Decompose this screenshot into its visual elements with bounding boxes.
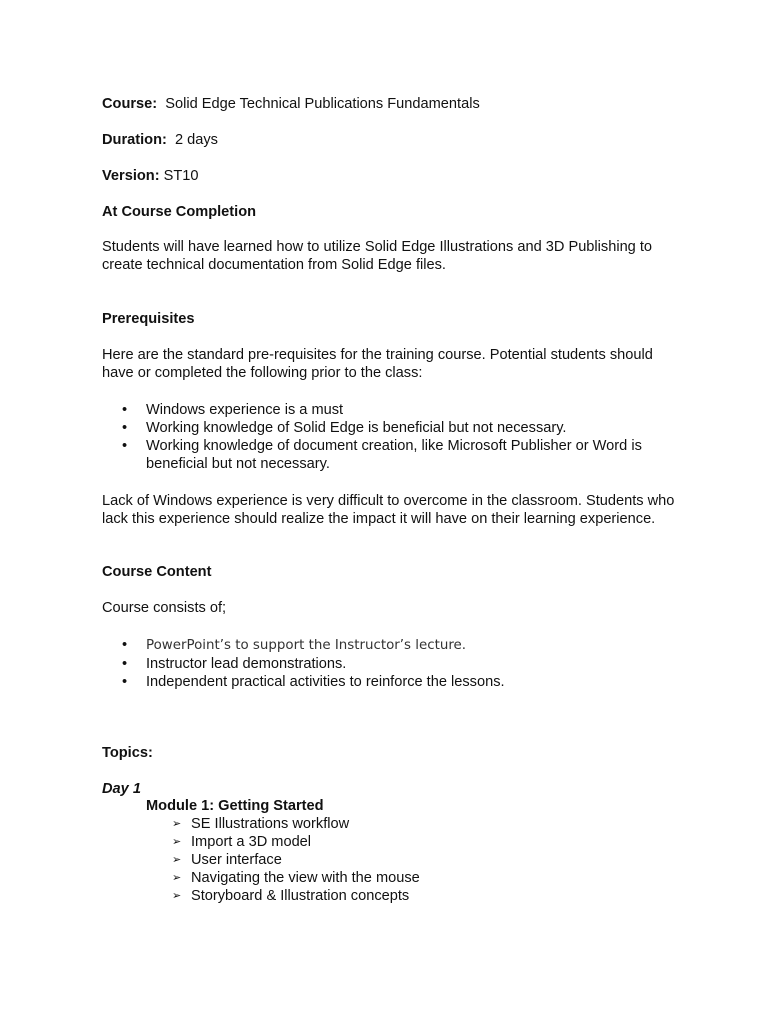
version-value: ST10 <box>163 168 199 184</box>
topics-heading: Topics: <box>102 745 153 761</box>
bullet-icon: • <box>122 438 128 454</box>
topic-text: SE Illustrations workflow <box>191 816 350 832</box>
prerequisite-text: Working knowledge of document creation, like Microsoft Publisher or Word is beneficial but not necessary. <box>146 438 642 472</box>
completion-heading: At Course Completion <box>102 204 257 220</box>
list-item <box>122 655 682 673</box>
content-text: Independent practical activities to reinforce the lessons. <box>146 674 505 690</box>
duration-value: 2 days <box>174 132 218 148</box>
course-label: Course: <box>102 96 158 112</box>
content-list <box>122 636 682 691</box>
module-title: Module 1: Getting Started <box>146 798 324 814</box>
content-text: Instructor lead demonstrations. <box>146 656 347 672</box>
bullet-icon: • <box>122 637 128 653</box>
list-item <box>122 437 682 473</box>
version-label: Version: <box>102 168 160 184</box>
content-intro: Course consists of; <box>102 600 227 616</box>
list-item <box>122 419 682 437</box>
prerequisite-text: Windows experience is a must <box>146 402 344 418</box>
list-item <box>122 673 682 691</box>
topic-text: Storyboard & Illustration concepts <box>191 888 410 904</box>
topic-text: User interface <box>191 852 282 868</box>
content-text: PowerPoint’s to support the Instructor’s lecture. <box>146 638 467 653</box>
arrow-bullet-icon: ➢ <box>172 871 182 884</box>
list-item <box>172 815 420 833</box>
arrow-bullet-icon: ➢ <box>172 817 182 830</box>
prerequisites-note: Lack of Windows experience is very difficult to overcome in the classroom. Students who lack this experience should realize the impact it will have on their learning experience. <box>102 493 675 527</box>
bullet-icon: • <box>122 656 128 672</box>
course-value: Solid Edge Technical Publications Fundamentals <box>165 96 480 112</box>
module-topic-list <box>172 815 420 905</box>
course-line <box>102 95 480 113</box>
bullet-icon: • <box>122 674 128 690</box>
arrow-bullet-icon: ➢ <box>172 853 182 866</box>
completion-text: Students will have learned how to utilize Solid Edge Illustrations and 3D Publishing to create technical documentation from Solid Edge files. <box>102 239 653 273</box>
prerequisites-intro: Here are the standard pre-requisites for the training course. Potential students should have or completed the following prior to the class: <box>102 347 653 381</box>
list-item <box>172 851 420 869</box>
version-line <box>102 167 199 185</box>
arrow-bullet-icon: ➢ <box>172 835 182 848</box>
topic-text: Import a 3D model <box>191 834 312 850</box>
content-heading: Course Content <box>102 564 212 580</box>
duration-label: Duration: <box>102 132 167 148</box>
list-item <box>172 869 420 887</box>
list-item <box>122 636 682 655</box>
prerequisite-text: Working knowledge of Solid Edge is beneficial but not necessary. <box>146 420 567 436</box>
bullet-icon: • <box>122 420 128 436</box>
list-item <box>172 833 420 851</box>
prerequisites-list <box>122 401 682 473</box>
arrow-bullet-icon: ➢ <box>172 889 182 902</box>
bullet-icon: • <box>122 402 128 418</box>
list-item <box>122 401 682 419</box>
list-item <box>172 887 420 905</box>
prerequisites-heading: Prerequisites <box>102 311 195 327</box>
day-label: Day 1 <box>102 781 141 797</box>
topic-text: Navigating the view with the mouse <box>191 870 420 886</box>
duration-line <box>102 131 218 149</box>
